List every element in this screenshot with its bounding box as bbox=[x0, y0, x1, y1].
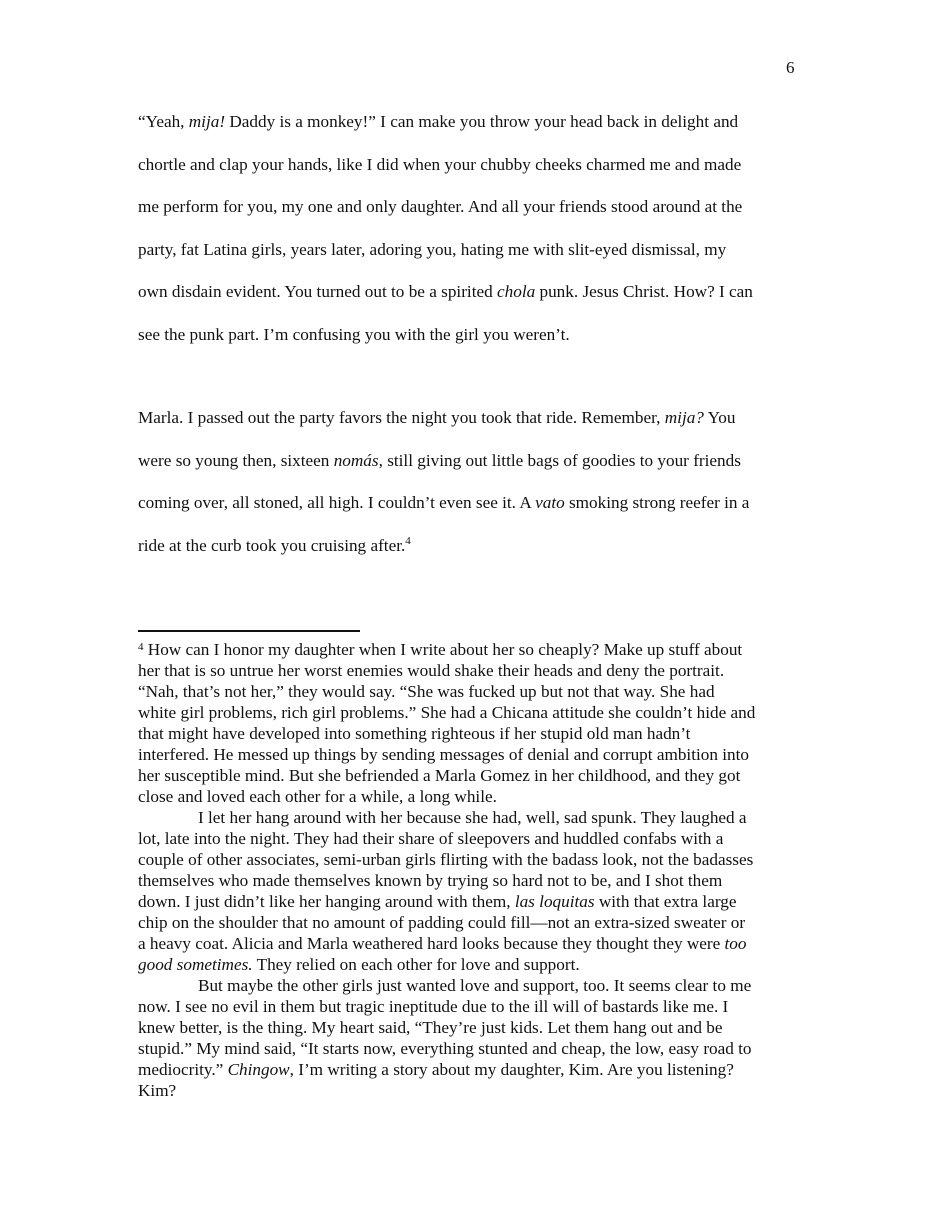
footnote-line: lot, late into the night. They had their share of sleepovers and huddled confabs with a bbox=[138, 829, 724, 848]
text-line: me perform for you, my one and only daughter. And all your friends stood around at the bbox=[138, 197, 743, 216]
footnote-line: But maybe the other girls just wanted love and support, too. It seems clear to me bbox=[198, 976, 752, 995]
text-line: ride at the curb took you cruising after.$^4$ bbox=[138, 535, 411, 555]
italic-term: mija! bbox=[188, 112, 226, 131]
italic-term: good sometimes. bbox=[138, 955, 253, 974]
page-number: 6 bbox=[786, 58, 795, 77]
text-line: see the punk part. I’m confusing you with the girl you weren’t. bbox=[138, 325, 570, 344]
italic-term: las loquitas bbox=[514, 892, 595, 911]
italic-term: too bbox=[724, 934, 747, 953]
text-line: coming over, all stoned, all high. I couldn’t even see it. A vato smoking strong reefer in a bbox=[138, 493, 750, 512]
footnote-line: now. I see no evil in them but tragic ineptitude due to the ill will of bastards like me. I bbox=[138, 997, 729, 1016]
footnote-line: a heavy coat. Alicia and Marla weathered hard looks because they thought they were too bbox=[138, 934, 747, 953]
footnote-line: interfered. He messed up things by sending messages of denial and corrupt ambition into bbox=[138, 745, 749, 764]
text-line: chortle and clap your hands, like I did when your chubby cheeks charmed me and made bbox=[138, 155, 742, 174]
text-line: Marla. I passed out the party favors the night you took that ride. Remember, mija? You bbox=[138, 408, 736, 427]
text-line: were so young then, sixteen nomás, still giving out little bags of goodies to your friends bbox=[138, 451, 741, 470]
footnote-line: $^4$ How can I honor my daughter when I write about her so cheaply? Make up stuff about bbox=[138, 640, 743, 659]
italic-term: mija? bbox=[664, 408, 704, 427]
footnote-separator bbox=[138, 630, 360, 632]
footnote-line: close and loved each other for a while, a long while. bbox=[138, 787, 497, 806]
italic-term: nomás bbox=[333, 451, 379, 470]
footnote-line: themselves who made themselves known by trying so hard not to be, and I shot them bbox=[138, 871, 723, 890]
footnote-line: down. I just didn’t like her hanging around with them, las loquitas with that extra large bbox=[138, 892, 737, 911]
footnote-line: mediocrity.” Chingow, I’m writing a story about my daughter, Kim. Are you listening? bbox=[138, 1060, 734, 1079]
footnote-line: chip on the shoulder that no amount of padding could fill—not an extra-sized sweater or bbox=[138, 913, 746, 932]
footnote-line: her susceptible mind. But she befriended a Marla Gomez in her childhood, and they got bbox=[138, 766, 741, 785]
text-line: own disdain evident. You turned out to be a spirited chola punk. Jesus Christ. How? I can bbox=[138, 282, 753, 301]
text-line: party, fat Latina girls, years later, adoring you, hating me with slit-eyed dismissal, my bbox=[138, 240, 727, 259]
italic-term: chola bbox=[497, 282, 536, 301]
italic-term: vato bbox=[535, 493, 565, 512]
text-line: “Yeah, mija! Daddy is a monkey!” I can make you throw your head back in delight and bbox=[138, 112, 739, 131]
footnote-line: “Nah, that’s not her,” they would say. “She was fucked up but not that way. She had bbox=[138, 682, 715, 701]
footnote-line: knew better, is the thing. My heart said, “They’re just kids. Let them hang out and be bbox=[138, 1018, 723, 1037]
footnote-marker: 4 bbox=[138, 641, 144, 653]
footnote-line: good sometimes. They relied on each other for love and support. bbox=[138, 955, 580, 974]
footnote-line: Kim? bbox=[138, 1081, 177, 1100]
italic-term: Chingow bbox=[227, 1060, 290, 1079]
footnote-line: stupid.” My mind said, “It starts now, everything stunted and cheap, the low, easy road to bbox=[138, 1039, 752, 1058]
footnote-reference[interactable]: 4 bbox=[405, 535, 411, 547]
footnote-line: that might have developed into something righteous if her stupid old man hadn’t bbox=[138, 724, 691, 743]
footnote-line: white girl problems, rich girl problems.” She had a Chicana attitude she couldn’t hide and bbox=[138, 703, 756, 722]
footnote-line: her that is so untrue her worst enemies would shake their heads and deny the portrait. bbox=[138, 661, 725, 680]
footnote-line: couple of other associates, semi-urban girls flirting with the badass look, not the badasses bbox=[138, 850, 754, 869]
footnote-line: I let her hang around with her because she had, well, sad spunk. They laughed a bbox=[198, 808, 747, 827]
